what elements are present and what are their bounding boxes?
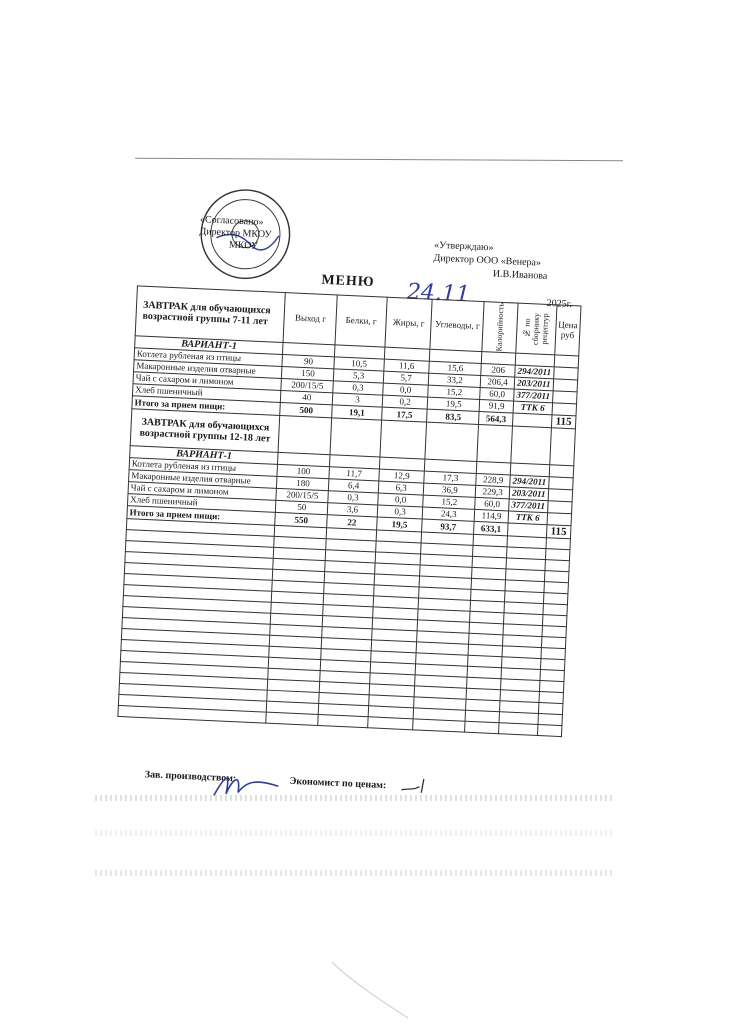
table-row: Котлета рубленая из птицы 90 10,5 11,6 15,6 206 294/2011 (134, 347, 578, 379)
col-fat: Жиры, г (385, 297, 433, 349)
handwritten-date: 24.11 (406, 279, 471, 308)
signature-economist (399, 774, 430, 797)
total-row: Итого за прием пищи: 500 19,1 17,5 83,5 564,3 115 (132, 395, 576, 428)
scan-noise (95, 830, 615, 836)
scan-noise (95, 870, 615, 876)
total-row: Итого за прием пищи: 550 22 19,5 93,7 633,1 115 (127, 505, 571, 538)
page-title: МЕНЮ (321, 272, 375, 291)
col-recipe: № по сборнику рецептур (522, 312, 551, 346)
page-curve-mark (330, 960, 410, 1020)
scan-noise (95, 795, 615, 801)
table-row: Чай с сахаром и лимоном 200/15/5 0,3 0,0 15,2 60,0 377/2011 (128, 481, 572, 513)
section2-title: ЗАВТРАК для обучающихся возрастной группы 12-18 лет (130, 408, 280, 452)
table-row: Хлеб пшеничный 50 3,6 0,3 24,3 114,9 ТТК 6 (127, 493, 571, 525)
section1-title: ЗАВТРАК для обучающихся возрастной группы 7-11 лет (135, 286, 286, 342)
section2-price: 115 (546, 524, 571, 538)
section1-price: 115 (551, 414, 576, 428)
col-carbs: Углеводы, г (430, 299, 484, 351)
production-label: Зав. производством: (144, 769, 237, 785)
approval-right: «Утверждаю» Директор ООО «Венера» И.В.Иванова (433, 239, 548, 282)
empty-rows (118, 518, 571, 736)
col-protein: Белки, г (335, 295, 387, 347)
table-row: Котлета рубленая из птицы 100 11,7 12,9 17,3 228,9 294/2011 (129, 457, 573, 489)
year-label: 2025г. (546, 297, 573, 311)
table-row: Хлеб пшеничный 40 3 0,2 19,5 91,9 ТТК 6 (132, 383, 576, 415)
top-edge-line (135, 158, 623, 162)
col-price: Цена руб (554, 305, 581, 356)
approval-left: «Согласовано» Директор МКОУ МКОУ (199, 214, 272, 252)
col-calories: Калорийность (494, 302, 506, 352)
section1-variant: ВАРИАНТ-1 (135, 335, 284, 354)
stamp-text: МКОУ (228, 239, 259, 252)
section2-variant: ВАРИАНТ-1 (130, 445, 279, 464)
menu-table (117, 285, 581, 736)
table-row: Макаронные изделия отварные 150 5,3 5,7 33,2 206,4 203/2011 (134, 359, 578, 391)
col-portion: Выход г (284, 293, 338, 345)
table-row: Чай с сахаром и лимоном 200/15/5 0,3 0,0 15,2 60,0 377/2011 (133, 371, 577, 403)
economist-label: Экономист по ценам: (289, 775, 387, 792)
menu-sheet (108, 214, 597, 792)
table-row: Макаронные изделия отварные 180 6,4 6,3 36,9 229,3 203/2011 (129, 469, 573, 501)
